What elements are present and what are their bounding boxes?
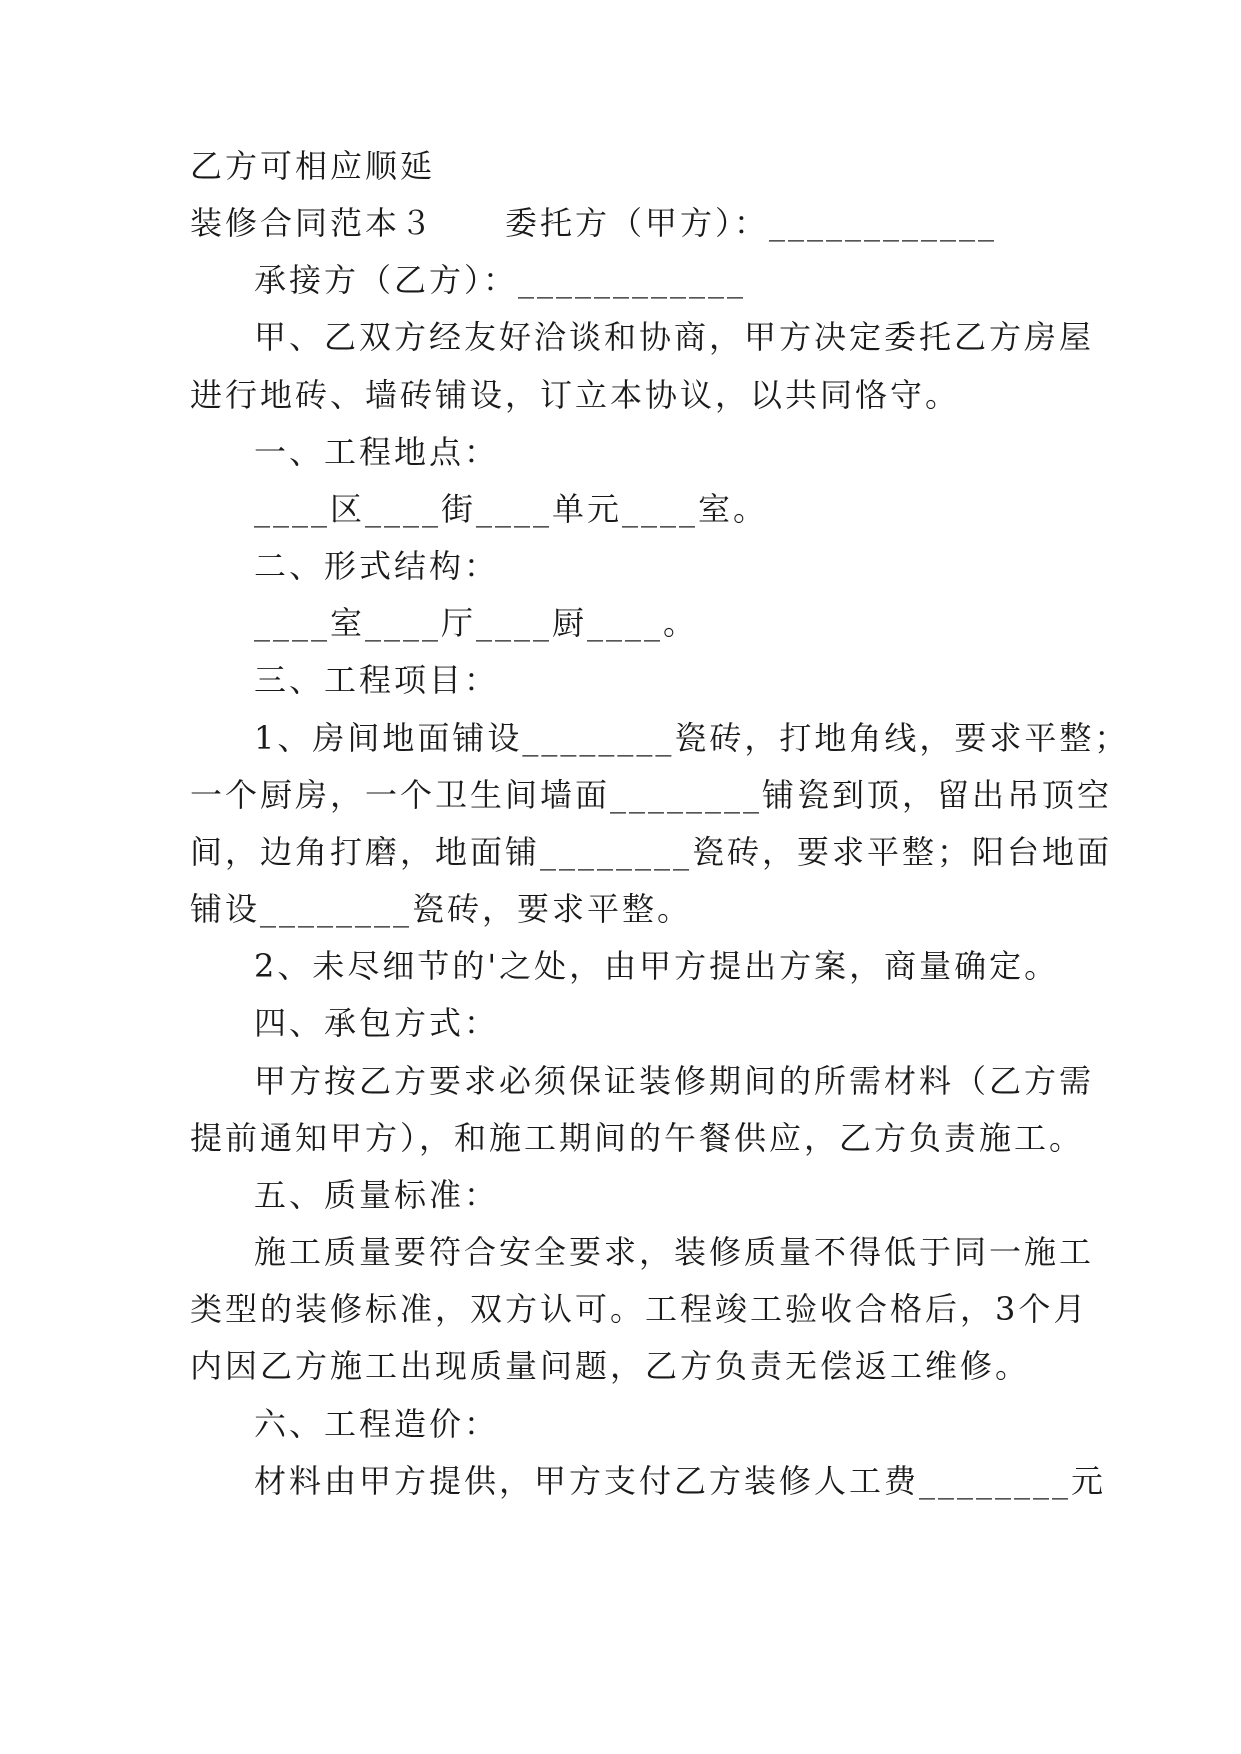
text-line-7: ____区____街____单元____室。 xyxy=(254,490,769,528)
text-line-3: 承接方（乙方）：____________ xyxy=(254,261,747,299)
text-line-20: 施工质量要符合安全要求，装修质量不得低于同一施工 xyxy=(254,1233,1095,1271)
text-line-8: 二、形式结构： xyxy=(254,547,500,585)
text-line-1: 乙方可相应顺延 xyxy=(190,147,436,185)
text-line-17: 甲方按乙方要求必须保证装修期间的所需材料（乙方需 xyxy=(254,1062,1095,1100)
text-line-14: 铺设________瓷砖，要求平整。 xyxy=(190,890,693,928)
text-line-4: 甲、乙双方经友好洽谈和协商，甲方决定委托乙方房屋 xyxy=(254,318,1095,356)
text-line-22: 内因乙方施工出现质量问题，乙方负责无偿返工维修。 xyxy=(190,1347,1031,1385)
text-line-15: 2、未尽细节的'之处，由甲方提出方案，商量确定。 xyxy=(254,947,1060,985)
text-line-11: 1、房间地面铺设________瓷砖，打地角线，要求平整； xyxy=(254,719,1130,757)
text-line-6: 一、工程地点： xyxy=(254,433,500,471)
text-line-2: 装修合同范本３ 委托方（甲方）：____________ xyxy=(190,204,998,242)
text-line-16: 四、承包方式： xyxy=(254,1004,500,1042)
text-line-19: 五、质量标准： xyxy=(254,1176,500,1214)
text-line-24: 材料由甲方提供，甲方支付乙方装修人工费________元 xyxy=(254,1462,1107,1500)
text-line-12: 一个厨房，一个卫生间墙面________铺瓷到顶，留出吊顶空 xyxy=(190,776,1113,814)
text-line-13: 间，边角打磨，地面铺________瓷砖，要求平整；阳台地面 xyxy=(190,833,1113,871)
text-line-9: ____室____厅____厨____。 xyxy=(254,604,699,642)
text-line-21: 类型的装修标准，双方认可。工程竣工验收合格后，3个月 xyxy=(190,1290,1089,1328)
text-line-10: 三、工程项目： xyxy=(254,661,500,699)
text-line-23: 六、工程造价： xyxy=(254,1405,500,1443)
text-line-18: 提前通知甲方），和施工期间的午餐供应，乙方负责施工。 xyxy=(190,1119,1085,1157)
text-line-5: 进行地砖、墙砖铺设，订立本协议，以共同恪守。 xyxy=(190,376,961,414)
